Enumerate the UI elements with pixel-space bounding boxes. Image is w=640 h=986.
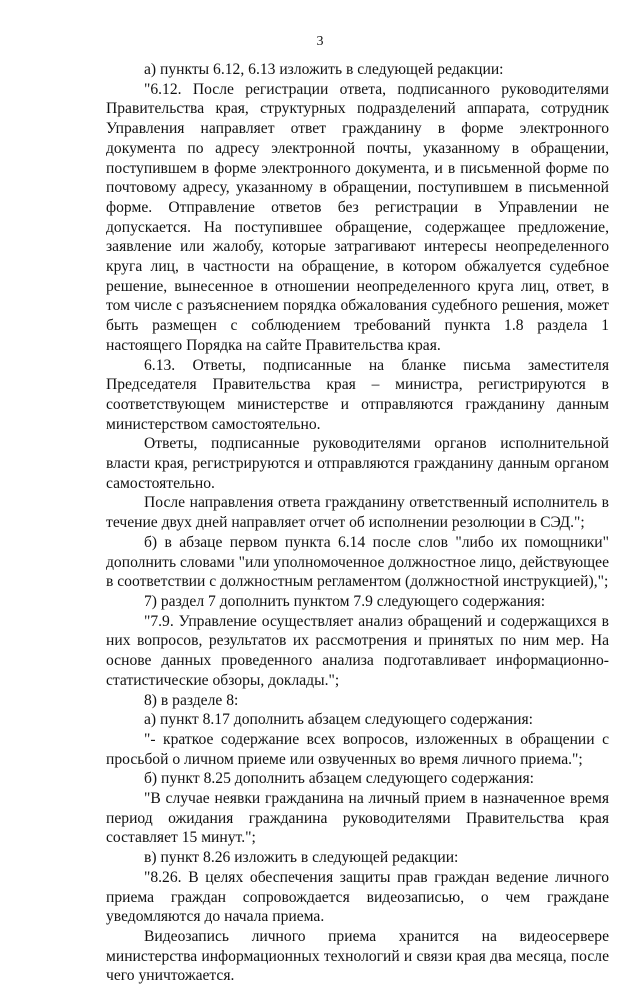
paragraph-item-a-8-17: а) пункт 8.17 дополнить абзацем следующего содержания: (144, 711, 533, 729)
paragraph-6-13: 6.13. Ответы, подписанные на бланке письма заместителя Председателя Правительства края – министра, регистрируются в соответствующем министерстве и отправляются гражданину данным министерством самостоятельно. (106, 356, 609, 433)
paragraph-report-sed: После направления ответа гражданину ответственный исполнитель в течение двух дней направляет отчет об исполнении резолюции в СЭД."; (106, 494, 609, 532)
paragraph-video-storage: Видеозапись личного приема хранится на видеосервере министерства информационных технологий и связи края два месяца, после чего уничтожается. (106, 927, 609, 985)
paragraph-6-12: "6.12. После регистрации ответа, подписанного руководителями Правительства края, структурных подразделений аппарата, сотрудник Управления направляет ответ гражданину в форме электронного документа по адресу электронной почты, указанному в обращении, поступившем в форме электронного документа, и в письменной форме по почтовому адресу, указанному в обращении, поступившем в письменной форме. Отправление ответов без регистрации в Управлении не допускается. На поступившее обращение, содержащее предложение, заявление или жалобу, которые затрагивают интересы неопределенного круга лиц, в частности на обращение, в котором обжалуется судебное решение, вынесенное в отношении неопределенного круга лиц, ответ, в том числе с разъяснением порядка обжалования судебного решения, может быть размещен с соблюдением требований пункта 1.8 раздела 1 настоящего Порядка на сайте Правительства края. (106, 80, 609, 354)
paragraph-8-25-text: "В случае неявки гражданина на личный прием в назначенное время период ожидания гражданина руководителями Правительства края составляет 15 минут."; (106, 790, 609, 847)
paragraph-item-7-section-7: 7) раздел 7 дополнить пунктом 7.9 следующего содержания: (144, 592, 546, 610)
paragraph-item-a-6-12-6-13: а) пункты 6.12, 6.13 изложить в следующей редакции: (144, 61, 504, 78)
paragraph-8-17-text: "- краткое содержание всех вопросов, изложенных в обращении с просьбой о личном приеме или озвученных во время личного приема."; (106, 730, 609, 768)
paragraph-item-8-section-8: 8) в разделе 8: (144, 691, 239, 709)
paragraph-7-9: "7.9. Управление осуществляет анализ обращений и содержащихся в них вопросов, результатов их рассмотрения и принятых по ним мер. На основе данных проведенного анализа подготавливает информационно-статистические обзоры, доклады."; (106, 612, 609, 689)
document-body (106, 60, 609, 986)
paragraph-item-v-8-26: в) пункт 8.26 изложить в следующей редакции: (144, 849, 459, 867)
paragraph-8-26: "8.26. В целях обеспечения защиты прав граждан ведение личного приема граждан сопровождается видеозаписью, о чем граждане уведомляются до начала приема. (106, 868, 609, 926)
paragraph-item-b-8-25: б) пункт 8.25 дополнить абзацем следующего содержания: (144, 770, 534, 788)
page-number: 3 (316, 34, 324, 49)
paragraph-executive-bodies: Ответы, подписанные руководителями органов исполнительной власти края, регистрируются и отправляются гражданину данным органом самостоятельно. (106, 435, 609, 492)
paragraph-item-b-6-14: б) в абзаце первом пункта 6.14 после слов "либо их помощники" дополнить словами "или уполномоченное должностное лицо, действующее в соответствии с должностным регламентом (должностной инструкцией),"; (106, 533, 609, 591)
